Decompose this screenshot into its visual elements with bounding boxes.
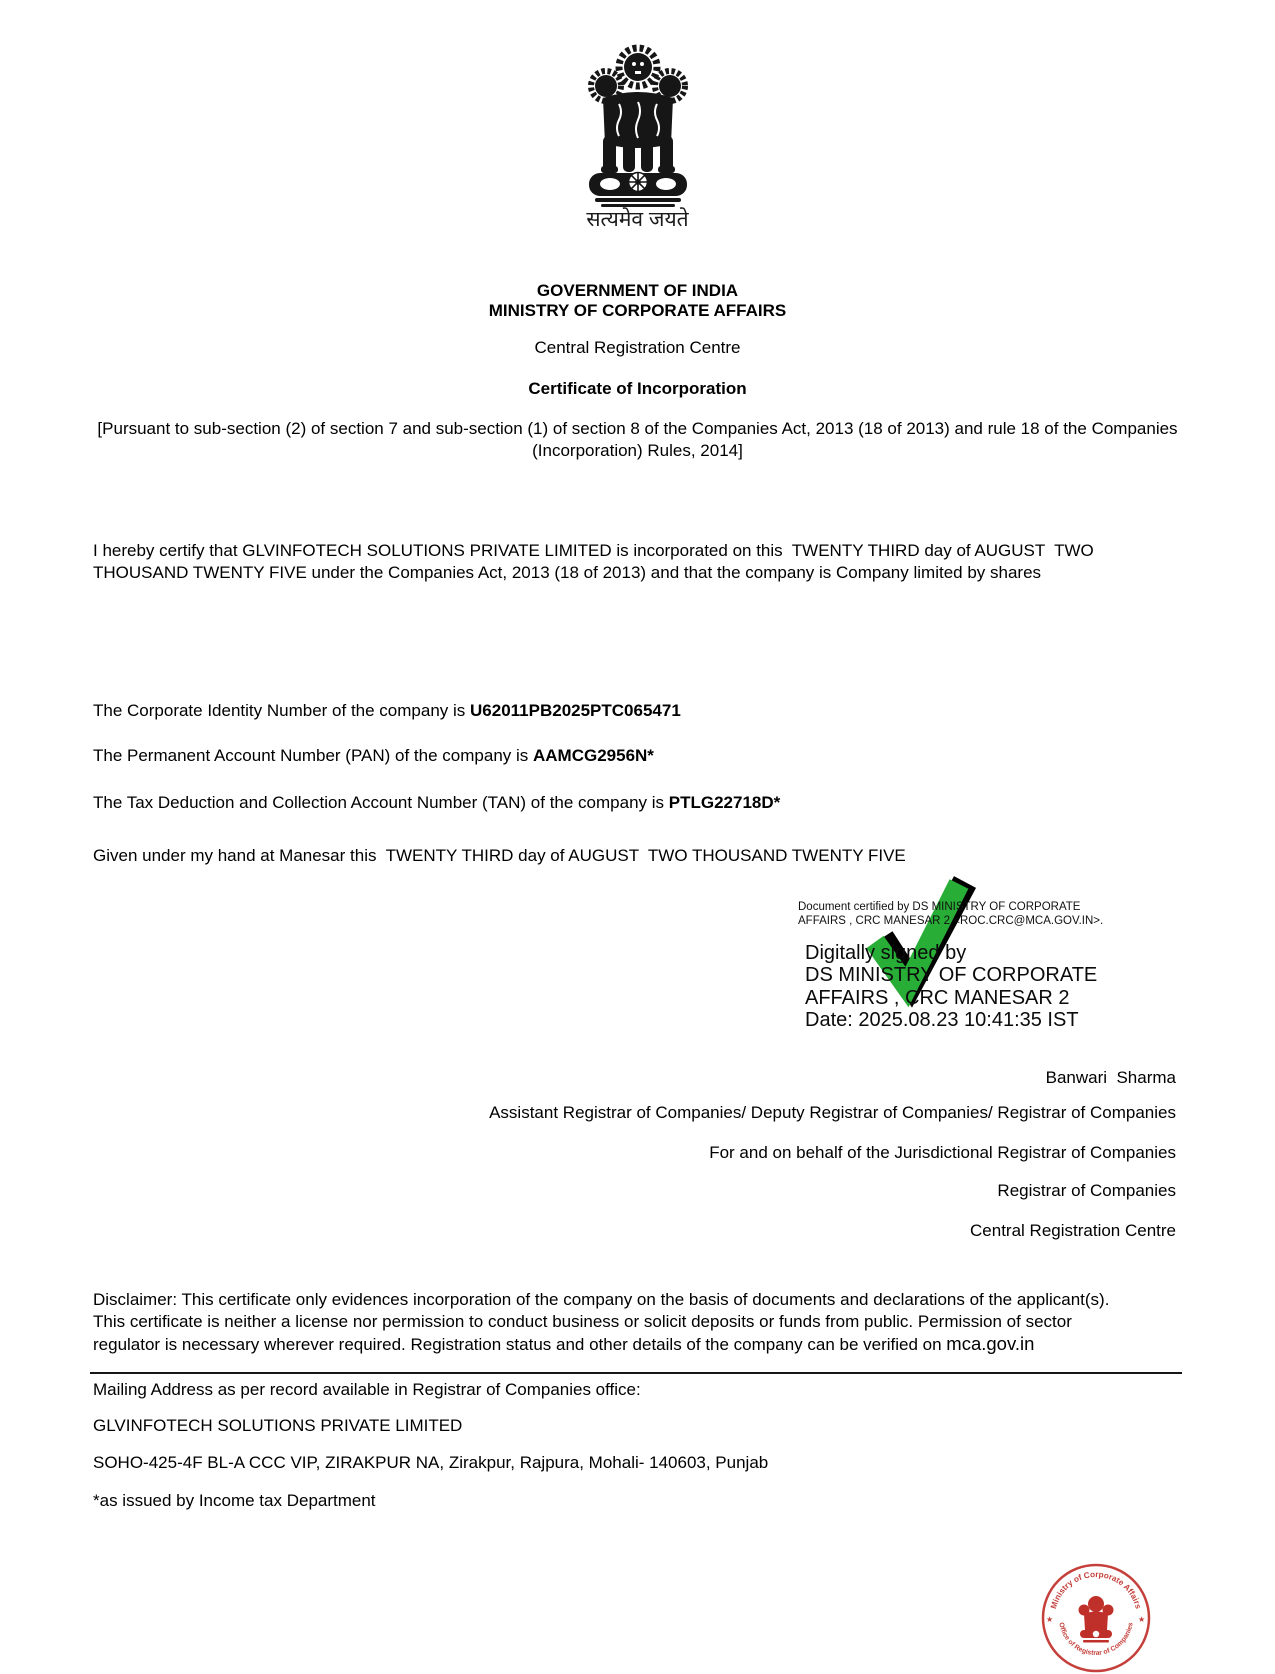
mailing-company-name: GLVINFOTECH SOLUTIONS PRIVATE LIMITED — [93, 1416, 463, 1435]
tan-line — [93, 792, 1178, 814]
mca-website-text: mca.gov.in — [946, 1333, 1035, 1354]
central-registration-centre-line: Central Registration Centre — [534, 338, 741, 357]
registrar-of-companies-line: Registrar of Companies — [997, 1181, 1176, 1200]
ashoka-chakra-icon — [629, 173, 648, 192]
central-registration-centre-footer: Central Registration Centre — [970, 1221, 1176, 1240]
ministry-heading: MINISTRY OF CORPORATE AFFAIRS — [488, 301, 787, 320]
emblem-motto: सत्यमेव जयते — [586, 208, 689, 231]
on-behalf-line: For and on behalf of the Jurisdictional Registrar of Companies — [709, 1143, 1176, 1162]
certification-paragraph: I hereby certify that GLVINFOTECH SOLUTIONS PRIVATE LIMITED is incorporated on this TWENTY THIRD day of AUGUST TWO THOUSAND TWENTY FIVE under the Companies Act, 2013 (18 of 2013) and that the company is Company limited by shares — [93, 541, 1099, 582]
pan-footnote: *as issued by Income tax Department — [93, 1491, 376, 1510]
cin-label: The Corporate Identity Number of the company is — [93, 701, 471, 720]
mca-registrar-red-seal — [1040, 1562, 1152, 1674]
india-national-emblem-icon — [579, 40, 697, 212]
digital-signature-date: Date: 2025.08.23 10:41:35 IST — [805, 1009, 1079, 1032]
seal-star-left: ★ — [1046, 1615, 1054, 1624]
digital-signature-line3: AFFAIRS , CRC MANESAR 2 — [805, 986, 1070, 1009]
registrar-designation: Assistant Registrar of Companies/ Deputy Registrar of Companies/ Registrar of Companies — [489, 1103, 1176, 1122]
disclaimer-text: Disclaimer: This certificate only evidences incorporation of the company on the basis of documents and declarations of the applicant(s). This certificate is neither a license nor permission to conduct business or solicit deposits or funds from public. Permission of sector regulator is necessary wherever required. Registration status and other details of the company can be verified on — [93, 1290, 1110, 1354]
digital-signature-line1: Digitally signed by — [805, 942, 967, 964]
signature-certified-note-line2: AFFAIRS , CRC MANESAR 2 <ROC.CRC@MCA.GOV.IN>. — [798, 914, 1104, 927]
seal-star-right: ★ — [1138, 1615, 1146, 1624]
pan-value: AAMCG2956N* — [533, 746, 654, 765]
cin-line — [93, 700, 1178, 722]
mailing-address-line: SOHO-425-4F BL-A CCC VIP, ZIRAKPUR NA, Zirakpur, Rajpura, Mohali- 140603, Punjab — [93, 1453, 769, 1472]
signature-certified-note — [798, 901, 1138, 928]
given-under-hand-line: Given under my hand at Manesar this TWENTY THIRD day of AUGUST TWO THOUSAND TWENTY FIVE — [93, 846, 906, 865]
pan-line — [93, 745, 1178, 767]
government-of-india-heading: GOVERNMENT OF INDIA — [536, 281, 739, 300]
digital-signature-line2: DS MINISTRY OF CORPORATE — [805, 964, 1098, 987]
seal-arc-top-text: Ministry of Corporate Affairs — [1049, 1569, 1143, 1610]
seal-arc-bottom-text: Office of Registrar of Companies — [1057, 1621, 1135, 1658]
digital-signature-text — [805, 942, 1205, 1032]
cin-value: U62011PB2025PTC065471 — [470, 701, 681, 720]
registrar-name: Banwari Sharma — [1045, 1068, 1176, 1087]
disclaimer-paragraph — [93, 1289, 1123, 1356]
signature-certified-note-line1: Document certified by DS MINISTRY OF CORPORATE — [798, 901, 1081, 913]
mailing-address-heading: Mailing Address as per record available in Registrar of Companies office: — [93, 1380, 641, 1399]
certificate-title: Certificate of Incorporation — [528, 379, 747, 398]
pan-label: The Permanent Account Number (PAN) of the company is — [93, 746, 533, 765]
separator-rule — [90, 1372, 1182, 1374]
pursuant-clause: [Pursuant to sub-section (2) of section 7 and sub-section (1) of section 8 of the Companies Act, 2013 (18 of 2013) and rule 18 of the Companies (Incorporation) Rules, 2014] — [97, 419, 1178, 460]
tan-value: PTLG22718D* — [668, 793, 781, 812]
tan-label: The Tax Deduction and Collection Account Number (TAN) of the company is — [93, 793, 669, 812]
